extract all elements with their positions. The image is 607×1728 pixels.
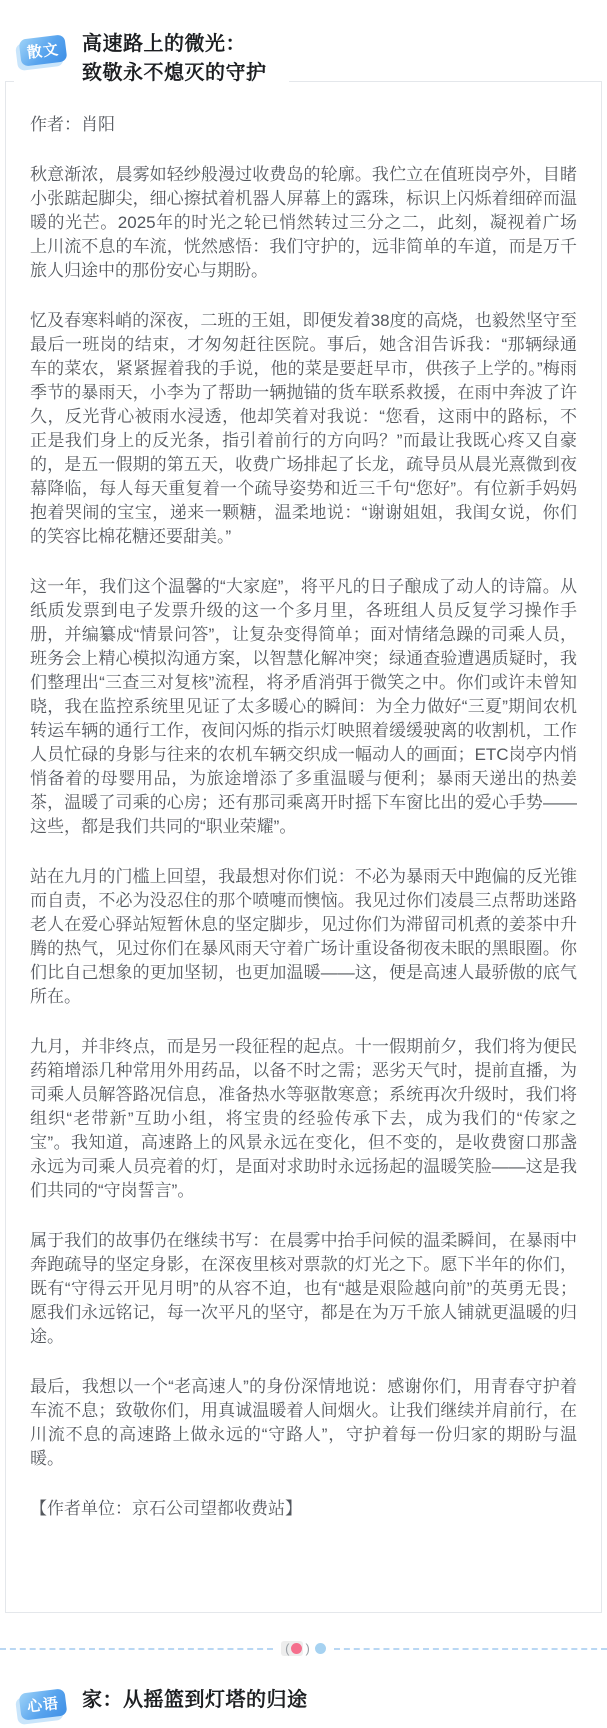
prose-badge: [19, 34, 68, 66]
author-unit-footer: 【作者单位：京石公司望都收费站】: [30, 1499, 302, 1518]
next-article-badge-label: 心语: [26, 1695, 61, 1716]
article-card: [5, 81, 602, 1613]
paragraph-1: 秋意渐浓，晨雾如轻纱般漫过收费岛的轮廓。我伫立在值班岗亭外，目睹小张踮起脚尖，细心擦拭着机器人屏幕上的露珠，标识上闪烁着细碎而温暖的光芒。2025年的时光之轮已悄然转过三分之二，此刻，凝视着广场上川流不息的车流，恍然感悟：我们守护的，远非简单的车道，而是万千旅人归途中的那份安心与期盼。: [30, 165, 577, 280]
article-title-line2: 致敬永不熄灭的守护: [82, 62, 267, 84]
section-divider: [0, 1641, 607, 1656]
ornament-left-paren: (: [285, 1641, 290, 1656]
paragraph-3: 这一年，我们这个温馨的“大家庭”，将平凡的日子酿成了动人的诗篇。从纸质发票到电子发票升级的这一个多月里，各班组人员反复学习操作手册，并编纂成“情景问答”，让复杂变得简单；面对情绪急躁的司乘人员，班务会上精心模拟沟通方案，以智慧化解冲突；绿通查验遭遇质疑时，我们整理出“三查三对复核”流程，将矛盾消弭于微笑之中。你们或许未曾知晓，我在监控系统里见证了太多暖心的瞬间：为全力做好“三夏”期间农机转运车辆的通行工作，夜间闪烁的指示灯映照着缓缓驶离的收割机，工作人员忙碌的身影与往来的农机车辆交织成一幅动人的画面；ETC岗亭内悄悄备着的母婴用品，为旅途增添了多重温暖与便利；暴雨天递出的热姜茶，温暖了司乘的心房；还有那司乘离开时摇下车窗比出的爱心手势——这些，都是我们共同的“职业荣耀”。: [30, 577, 577, 836]
next-article-title: 家：从摇篮到灯塔的归途: [82, 1689, 308, 1711]
prose-badge-label: 散文: [26, 41, 61, 62]
paragraph-4: 站在九月的门槛上回望，我最想对你们说：不必为暴雨天中跑偏的反光锥而自责，不必为没忍住的那个喷嚏而懊恼。我见过你们凌晨三点帮助迷路老人在爱心驿站短暂休息的坚定脚步，见过你们为滞留司机煮的姜茶中升腾的热气，见过你们在暴风雨天守着广场计重设备彻夜未眠的黑眼圈。你们比自己想象的更加坚韧，也更加温暖——这，便是高速人最骄傲的底气所在。: [30, 867, 577, 1006]
ornament-right-paren: ): [305, 1641, 310, 1656]
next-article-header: [14, 1682, 330, 1728]
article-header: [14, 26, 289, 98]
paragraph-5: 九月，并非终点，而是另一段征程的起点。十一假期前夕，我们将为便民药箱增添几种常用外用药品，以备不时之需；恶劣天气时，提前直播，为司乘人员解答路况信息，准备热水等驱散寒意；系统再次升级时，我们将组织“老带新”互助小组，将宝贵的经验传承下去，成为我们的“传家之宝”。我知道，高速路上的风景永远在变化，但不变的，是收费窗口那盏永远为司乘人员亮着的灯，是面对求助时永远扬起的温暖笑脸——这是我们共同的“守岗誓言”。: [30, 1037, 577, 1200]
paragraph-2: 忆及春寒料峭的深夜，二班的王姐，即便发着38度的高烧，也毅然坚守至最后一班岗的结束，才匆匆赶往医院。事后，她含泪告诉我：“那辆绿通车的菜农，紧紧握着我的手说，他的菜是要赶早市，供孩子上学的。”梅雨季节的暴雨天，小李为了帮助一辆抛锚的货车联系救援，在雨中奔波了许久，反光背心被雨水浸透，他却笑着对我说：“您看，这雨中的路标，不正是我们身上的反光条，指引着前行的方向吗？”而最让我既心疼又自豪的，是五一假期的第五天，收费广场排起了长龙，疏导员从晨光熹微到夜幕降临，每人每天重复着一个疏导姿势和近三千句“您好”。有位新手妈妈抱着哭闹的宝宝，递来一颗糖，温柔地说：“谢谢姐姐，我闺女说，你们的笑容比棉花糖还要甜美。”: [30, 311, 577, 546]
blue-dot-icon: [315, 1643, 326, 1654]
author-line: 作者：肖阳: [30, 115, 115, 134]
ornament-gray-box: [281, 1641, 302, 1656]
next-article-badge: [19, 1688, 68, 1720]
paragraph-6: 属于我们的故事仍在继续书写：在晨雾中抬手问候的温柔瞬间，在暴雨中奔跑疏导的坚定身影，在深夜里核对票款的灯光之下。愿下半年的你们，既有“守得云开见月明”的从容不迫，也有“越是艰险越向前”的英勇无畏；愿我们永远铭记，每一次平凡的坚守，都是在为万千旅人铺就更温暖的归途。: [30, 1231, 577, 1346]
divider-ornament: [281, 1641, 326, 1656]
divider-dash-right: [334, 1648, 607, 1650]
pink-dot-icon: [291, 1643, 302, 1654]
paragraph-7: 最后，我想以一个“老高速人”的身份深情地说：感谢你们，用青春守护着车流不息；致敬你们，用真诚温暖着人间烟火。让我们继续并肩前行，在川流不息的高速路上做永远的“守路人”，守护着每一份归家的期盼与温暖。: [30, 1377, 577, 1468]
divider-dash-left: [0, 1648, 273, 1650]
article-title-line1: 高速路上的微光：: [82, 33, 246, 55]
article-title: [82, 30, 267, 88]
